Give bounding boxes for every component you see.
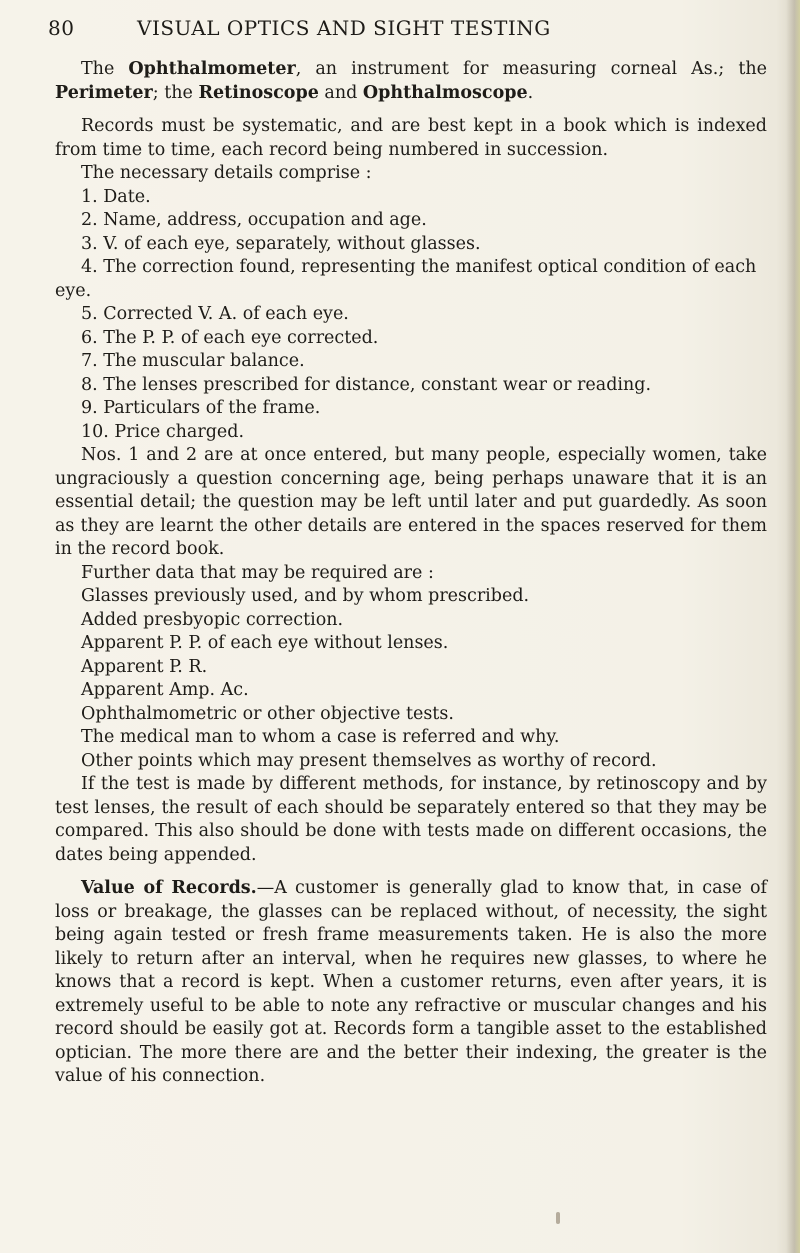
value-of-records-paragraph xyxy=(55,877,767,1089)
list-item: 5. Corrected V. A. of each eye. xyxy=(81,304,349,324)
page-edge-shadow xyxy=(786,0,800,1253)
list-item: 9. Particulars of the frame. xyxy=(81,398,321,418)
list-item: Apparent Amp. Ac. xyxy=(81,680,249,700)
ink-mark xyxy=(556,1212,560,1224)
intro-text-2: , an instrument for measuring corneal As.; the xyxy=(295,59,767,79)
ophthalmometer-term: Ophthalmometer xyxy=(128,59,296,79)
body-text xyxy=(55,58,767,1089)
list-item: 2. Name, address, occupation and age. xyxy=(81,210,427,230)
list-item: Glasses previously used, and by whom prescribed. xyxy=(81,586,530,606)
list-item: 7. The muscular balance. xyxy=(81,351,305,371)
instruments-paragraph xyxy=(55,58,767,105)
list-item: The medical man to whom a case is referred and why. xyxy=(81,727,560,747)
list-item: 10. Price charged. xyxy=(81,421,245,442)
value-of-records-heading: Value of Records. xyxy=(81,878,257,898)
list-item: 1. Date. xyxy=(81,186,151,207)
retinoscope-term: Retinoscope xyxy=(198,82,319,103)
intro-text-3: ; the xyxy=(152,82,199,103)
list-item: Apparent P. R. xyxy=(81,656,208,677)
nos-paragraph: Nos. 1 and 2 are at once entered, but many people, especially women, take ungraciously a question concerning age, being perhaps unaware that it is an essential detail; the question may be left until later and put guardedly. As soon as they are learnt the other details are entered in the spaces reserved for them in the record book. xyxy=(55,445,767,559)
ophthalmoscope-term: Ophthalmoscope xyxy=(362,82,528,103)
details-intro: The necessary details comprise : xyxy=(81,163,372,183)
perimeter-term: Perimeter xyxy=(55,82,153,103)
list-item: 8. The lenses prescribed for distance, constant wear or reading. xyxy=(81,374,652,395)
test-methods-paragraph: If the test is made by different methods, for instance, by retinoscopy and by test lenses, the result of each should be separately entered so that they may be compared. This also should be done with tests made on different occasions, the dates being appended. xyxy=(55,774,767,865)
running-title: VISUAL OPTICS AND SIGHT TESTING xyxy=(137,16,551,40)
list-item: Apparent P. P. of each eye without lenses. xyxy=(81,633,449,653)
list-item: Added presbyopic correction. xyxy=(81,609,344,630)
list-item: 4. The correction found, representing the manifest optical condition of each eye. xyxy=(55,257,757,301)
list-item: Ophthalmometric or other objective tests. xyxy=(81,703,454,724)
page-header xyxy=(48,16,608,42)
page-number: 80 xyxy=(48,16,75,40)
list-item: Other points which may present themselves as worthy of record. xyxy=(81,750,657,771)
records-paragraph: Records must be systematic, and are best kept in a book which is indexed from time to time, each record being numbered in succession. xyxy=(55,116,767,160)
intro-text-4: and xyxy=(318,82,363,103)
details-list xyxy=(55,186,767,445)
further-list xyxy=(55,585,767,773)
list-item: 3. V. of each eye, separately, without glasses. xyxy=(81,233,481,254)
further-intro: Further data that may be required are : xyxy=(81,562,434,583)
value-of-records-body: —A customer is generally glad to know that, in case of loss or breakage, the glasses can be replaced without, of necessity, the sight being again tested or fresh frame measurements taken. He is also the more likely to return after an interval, when he requires new glasses, to where he knows that a record is kept. When a customer returns, even after years, it is extremely useful to be able to note any refractive or muscular changes and his record should be easily got at. Records form a tangible asset to the established optician. The more there are and the better their indexing, the greater is the value of his connection. xyxy=(55,878,768,1086)
intro-text-1: The xyxy=(81,59,129,79)
list-item: 6. The P. P. of each eye corrected. xyxy=(81,327,379,348)
intro-text-5: . xyxy=(527,82,534,103)
